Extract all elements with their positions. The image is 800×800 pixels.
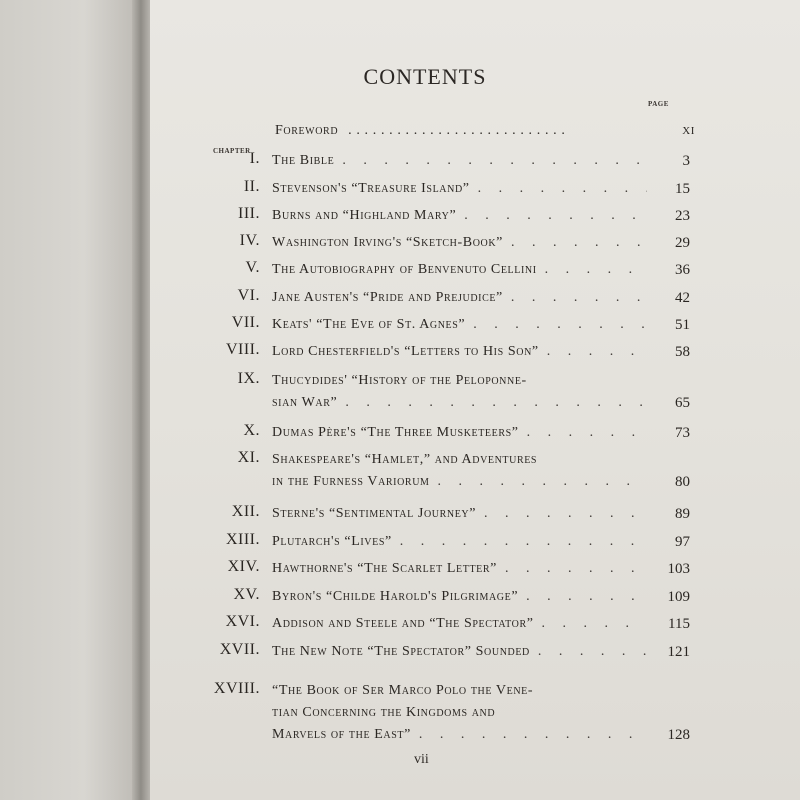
chapter-number: II. [243,178,260,195]
chapter-page-number: 89 [675,506,690,522]
chapter-title-line [272,341,647,363]
chapter-page-number: 109 [667,589,690,605]
dot-leader [345,392,647,414]
chapter-title-line [272,259,647,281]
foreword-page: xi [682,122,695,138]
chapter-title-line [272,558,647,580]
chapter-title-text: Byron's “Childe Harold's Pilgrimage” [272,589,519,604]
chapter-title-text: Stevenson's “Treasure Island” [272,181,470,196]
chapter-title-line [272,702,647,724]
chapter-title-text: Jane Austen's “Pride and Prejudice” [272,290,503,305]
chapter-title [272,641,647,663]
chapter-page-number: 128 [667,727,690,743]
foreword-label: Foreword [275,123,339,138]
chapter-number: VI. [237,287,260,304]
chapter-number: XVII. [219,641,260,658]
chapter-page-number: 121 [667,644,690,660]
chapter-number: V. [245,259,260,276]
chapter-page-number: 58 [675,344,690,360]
chapter-title [272,259,647,281]
dot-leader [419,724,647,746]
dot-leader [545,259,647,281]
chapter-title-line [272,392,647,414]
page-title: CONTENTS [363,64,487,89]
chapter-title-line [272,232,647,254]
chapter-title-text: in the Furness Variorum [272,474,430,489]
chapter-number: III. [238,205,260,222]
chapter-title-line [272,422,647,444]
chapter-title-text: Shakespeare's “Hamlet,” and Adventures [272,452,538,467]
chapter-number: XIV. [227,558,260,575]
chapter-number: XVI. [225,613,260,630]
chapter-page-number: 65 [675,395,690,411]
chapter-page-number: 23 [675,208,690,224]
chapter-title-line [272,370,647,392]
chapter-page-number: 73 [675,425,690,441]
page-column-heading: PAGE [648,100,669,108]
chapter-title-text: Burns and “Highland Mary” [272,208,457,223]
chapter-title-line [272,641,647,663]
chapter-page-number: 115 [668,616,690,632]
chapter-title-line [272,150,647,172]
foreword-entry [275,119,695,139]
chapter-title [272,178,647,200]
chapter-page-number: 15 [675,181,690,197]
chapter-title [272,586,647,608]
chapter-title-line [272,449,647,471]
chapter-page-number: 3 [682,153,690,169]
dot-leader [400,531,647,553]
chapter-title [272,449,647,493]
dot-leader [484,503,647,525]
chapter-title-line [272,314,647,336]
dot-leader [438,471,647,493]
chapter-number: XI. [237,449,260,466]
chapter-page-number: 51 [675,317,690,333]
dot-leader [511,232,647,254]
dot-leader [527,422,647,444]
dot-leader [526,586,647,608]
chapter-title-line [272,613,647,635]
dot-leader [348,123,649,139]
page-number-footer: vii [414,752,429,767]
chapter-title-text: Addison and Steele and “The Spectator” [272,616,534,631]
chapter-title-text: Sterne's “Sentimental Journey” [272,506,477,521]
chapter-title-line [272,178,647,200]
chapter-title [272,531,647,553]
chapter-title-line [272,531,647,553]
chapter-title-text: The Bible [272,153,335,168]
chapter-title [272,205,647,227]
chapter-page-number: 103 [667,561,690,577]
chapter-title [272,503,647,525]
left-page [0,0,140,800]
dot-leader [547,341,647,363]
chapter-number: IV. [239,232,260,249]
chapter-title-line [272,503,647,525]
chapter-title [272,680,647,746]
chapter-title-line [272,471,647,493]
chapter-title-text: “The Book of Ser Marco Polo the Vene- [272,683,534,698]
dot-leader [505,558,647,580]
chapter-title-text: Plutarch's “Lives” [272,534,392,549]
chapter-page-number: 97 [675,534,690,550]
chapter-number: XVIII. [213,680,260,697]
chapter-title-line [272,205,647,227]
chapter-title-text: The Autobiography of Benvenuto Cellini [272,262,537,277]
dot-leader [342,150,647,172]
chapter-number: XV. [233,586,260,603]
chapter-page-number: 42 [675,290,690,306]
dot-leader [542,613,647,635]
dot-leader [473,314,647,336]
chapter-title-text: sian War” [272,395,338,410]
chapter-number: VIII. [225,341,260,358]
chapter-title-text: Lord Chesterfield's “Letters to His Son” [272,344,539,359]
dot-leader [478,178,647,200]
dot-leader [511,287,647,309]
chapter-page-number: 80 [675,474,690,490]
chapter-title [272,422,647,444]
dot-leader [538,641,647,663]
chapter-title-text: The New Note “The Spectator” Sounded [272,644,530,659]
chapter-title [272,150,647,172]
chapter-title-line [272,680,647,702]
chapter-title [272,370,647,414]
chapter-number: XIII. [225,531,260,548]
chapter-number: VII. [231,314,260,331]
chapter-page-number: 29 [675,235,690,251]
chapter-column-heading: CHAPTER [213,147,251,155]
chapter-number: I. [249,150,260,167]
chapter-title [272,232,647,254]
dot-leader [464,205,647,227]
chapter-title-text: Washington Irving's “Sketch-Book” [272,235,503,250]
chapter-title-line [272,287,647,309]
chapter-title [272,613,647,635]
chapter-title-line [272,724,647,746]
chapter-title-text: tian Concerning the Kingdoms and [272,705,496,720]
chapter-title [272,558,647,580]
chapter-title-text: Dumas Père's “The Three Musketeers” [272,425,519,440]
chapter-title-text: Keats' “The Eve of St. Agnes” [272,317,466,332]
chapter-number: X. [243,422,260,439]
chapter-title [272,287,647,309]
chapter-title-text: Marvels of the East” [272,727,411,742]
chapter-title [272,341,647,363]
chapter-title-text: Thucydides' “History of the Peloponne- [272,373,527,388]
chapter-page-number: 36 [675,262,690,278]
chapter-number: XII. [231,503,260,520]
chapter-title-text: Hawthorne's “The Scarlet Letter” [272,561,497,576]
chapter-title [272,314,647,336]
chapter-number: IX. [237,370,260,387]
chapter-title-line [272,586,647,608]
